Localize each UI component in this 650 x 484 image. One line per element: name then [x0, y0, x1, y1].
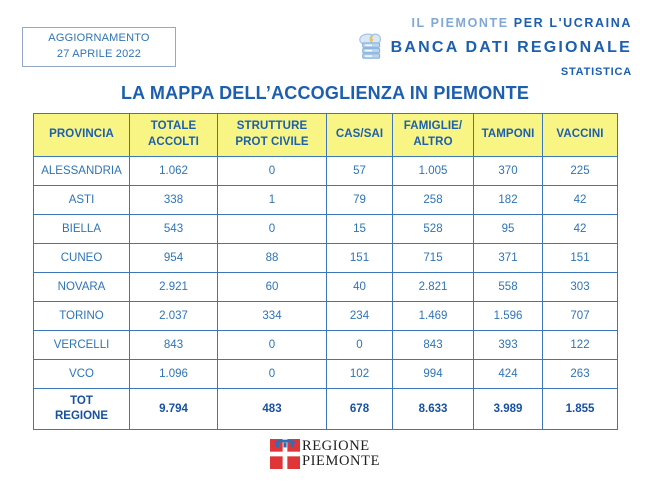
value-cell: 1.855: [543, 389, 618, 430]
value-cell: 1.005: [393, 157, 474, 186]
value-cell: 0: [218, 360, 327, 389]
value-cell: 843: [130, 331, 218, 360]
value-cell: 843: [393, 331, 474, 360]
value-cell: 1.096: [130, 360, 218, 389]
update-box-line2: 27 APRILE 2022: [56, 48, 142, 60]
table-row: [34, 244, 618, 273]
brand-subtitle: STATISTICA: [560, 66, 632, 78]
value-cell: 57: [327, 157, 393, 186]
page-title: LA MAPPA DELL’ACCOGLIENZA IN PIEMONTE: [120, 83, 530, 103]
value-cell: 88: [218, 244, 327, 273]
footer-logo-text: [302, 439, 380, 469]
table-row: [34, 360, 618, 389]
value-cell: 483: [218, 389, 327, 430]
value-cell: 42: [543, 186, 618, 215]
province-cell: TOT REGIONE: [34, 389, 130, 430]
value-cell: 9.794: [130, 389, 218, 430]
value-cell: 528: [393, 215, 474, 244]
table-row: [34, 331, 618, 360]
table-row: [34, 186, 618, 215]
value-cell: 40: [327, 273, 393, 302]
brand-name-row: [359, 32, 632, 64]
table-row: [34, 273, 618, 302]
value-cell: 234: [327, 302, 393, 331]
column-header-vaccini: VACCINI: [543, 114, 618, 157]
table-row: [34, 215, 618, 244]
province-cell: VCO: [34, 360, 130, 389]
value-cell: 2.037: [130, 302, 218, 331]
database-cloud-icon: [359, 32, 385, 64]
value-cell: 543: [130, 215, 218, 244]
value-cell: 60: [218, 273, 327, 302]
province-cell: TORINO: [34, 302, 130, 331]
table-row: [34, 157, 618, 186]
piemonte-coat-of-arms-icon: [270, 439, 300, 469]
update-box: [22, 27, 176, 67]
column-header-totale-accolti: TOTALE ACCOLTI: [130, 114, 218, 157]
value-cell: 263: [543, 360, 618, 389]
value-cell: 151: [327, 244, 393, 273]
brand-tagline-bold: PER L'UCRAINA: [513, 16, 632, 30]
province-cell: ALESSANDRIA: [34, 157, 130, 186]
value-cell: 122: [543, 331, 618, 360]
footer: [0, 439, 650, 469]
value-cell: 79: [327, 186, 393, 215]
value-cell: 15: [327, 215, 393, 244]
value-cell: 0: [327, 331, 393, 360]
value-cell: 393: [474, 331, 543, 360]
table-row-total: [34, 389, 618, 430]
value-cell: 225: [543, 157, 618, 186]
value-cell: 303: [543, 273, 618, 302]
value-cell: 95: [474, 215, 543, 244]
value-cell: 715: [393, 244, 474, 273]
value-cell: 1.596: [474, 302, 543, 331]
value-cell: 42: [543, 215, 618, 244]
value-cell: 371: [474, 244, 543, 273]
brand-block: [359, 16, 632, 78]
value-cell: 0: [218, 331, 327, 360]
value-cell: 994: [393, 360, 474, 389]
province-cell: NOVARA: [34, 273, 130, 302]
value-cell: 0: [218, 157, 327, 186]
value-cell: 182: [474, 186, 543, 215]
column-header-tamponi: TAMPONI: [474, 114, 543, 157]
value-cell: 954: [130, 244, 218, 273]
value-cell: 334: [218, 302, 327, 331]
value-cell: 338: [130, 186, 218, 215]
value-cell: 3.989: [474, 389, 543, 430]
table-row: [34, 302, 618, 331]
brand-tagline-light: IL PIEMONTE: [411, 16, 509, 30]
table-body: [34, 157, 618, 430]
value-cell: 102: [327, 360, 393, 389]
column-header-famiglie-altro: FAMIGLIE/ ALTRO: [393, 114, 474, 157]
value-cell: 1.062: [130, 157, 218, 186]
update-box-line1: AGGIORNAMENTO: [48, 32, 150, 45]
value-cell: 1: [218, 186, 327, 215]
province-cell: CUNEO: [34, 244, 130, 273]
value-cell: 558: [474, 273, 543, 302]
footer-logo-line1: REGIONE: [301, 438, 370, 455]
province-cell: ASTI: [34, 186, 130, 215]
column-header-provincia: PROVINCIA: [34, 114, 130, 157]
column-header-cas-sai: CAS/SAI: [327, 114, 393, 157]
province-cell: BIELLA: [34, 215, 130, 244]
column-header-strutture-prot-civile: STRUTTURE PROT CIVILE: [218, 114, 327, 157]
value-cell: 8.633: [393, 389, 474, 430]
table-header-row: [34, 114, 618, 157]
value-cell: 1.469: [393, 302, 474, 331]
value-cell: 258: [393, 186, 474, 215]
province-cell: VERCELLI: [34, 331, 130, 360]
value-cell: 2.921: [130, 273, 218, 302]
value-cell: 424: [474, 360, 543, 389]
value-cell: 2.821: [393, 273, 474, 302]
brand-name: BANCA DATI REGIONALE: [390, 39, 632, 56]
accoglienza-table: [33, 113, 618, 430]
value-cell: 707: [543, 302, 618, 331]
value-cell: 0: [218, 215, 327, 244]
value-cell: 151: [543, 244, 618, 273]
footer-logo-line2: PIEMONTE: [301, 453, 381, 469]
value-cell: 678: [327, 389, 393, 430]
brand-tagline: [359, 16, 632, 30]
value-cell: 370: [474, 157, 543, 186]
